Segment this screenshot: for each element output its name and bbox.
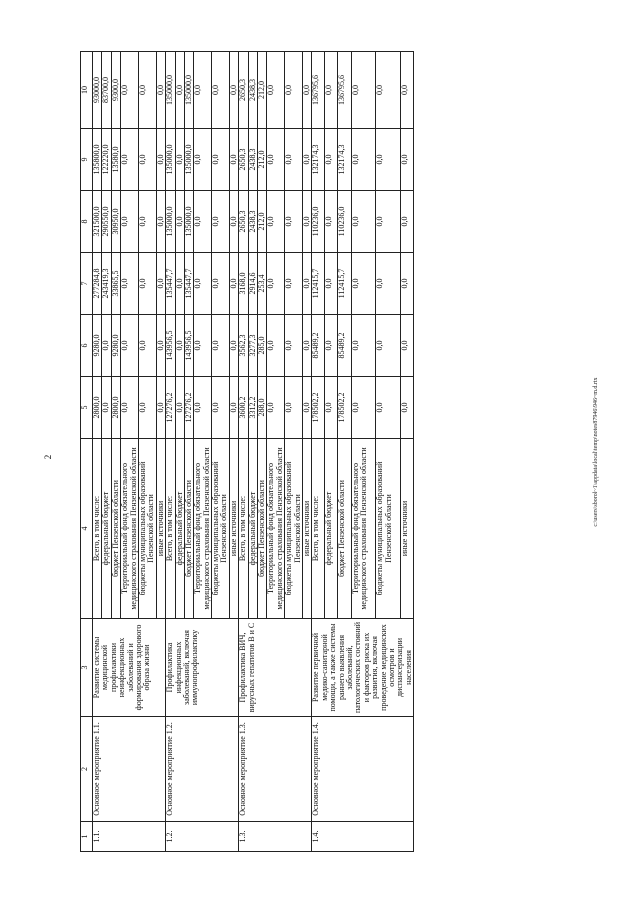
amount-cell: 2438,3 bbox=[248, 129, 257, 191]
amount-cell: 0,0 bbox=[229, 52, 238, 129]
amount-cell: 0,0 bbox=[229, 129, 238, 191]
amount-cell: 0,0 bbox=[194, 191, 212, 253]
amount-cell: 0,0 bbox=[285, 377, 303, 439]
amount-cell: 127276,2 bbox=[166, 377, 175, 439]
amount-cell: 0,0 bbox=[302, 52, 311, 129]
funding-source: иные источники bbox=[228, 500, 238, 557]
table-row bbox=[312, 52, 325, 852]
amount-cell: 0,0 bbox=[175, 377, 184, 439]
event-name: Профилактика инфекционных заболеваний, включая иммунопрофилактику bbox=[166, 619, 239, 717]
event-name: Профилактика ВИЧ, вирусных гепатитов В и С bbox=[239, 619, 312, 717]
amount-cell: 2650,3 bbox=[239, 191, 248, 253]
amount-cell: 112415,7 bbox=[312, 253, 325, 315]
amount-cell: 0,0 bbox=[194, 129, 212, 191]
funding-source-cell bbox=[400, 439, 413, 619]
amount-cell: 132174,3 bbox=[338, 129, 351, 191]
footer-file-path: c:\users\sborol~1\appdata\local\temp\notes87946\946~m.d.rtx bbox=[593, 377, 599, 527]
amount-cell: 0,0 bbox=[325, 52, 338, 129]
funding-source: бюджеты муниципальных образований Пензенской области bbox=[137, 461, 156, 596]
amount-cell: 0,0 bbox=[302, 315, 311, 377]
funding-source: Территориальный фонд обязательного медицинского страхования Пензенской области bbox=[120, 447, 138, 610]
header-cell: 6 bbox=[81, 315, 93, 377]
amount-cell: 0,0 bbox=[175, 191, 184, 253]
amount-cell: 135447,7 bbox=[184, 253, 193, 315]
group-number: 1.3. bbox=[239, 822, 312, 852]
funding-source-cell bbox=[312, 439, 325, 619]
amount-cell: 135000,0 bbox=[166, 191, 175, 253]
amount-cell: 0,0 bbox=[175, 52, 184, 129]
amount-cell: 0,0 bbox=[194, 377, 212, 439]
amount-cell: 33865,5 bbox=[111, 253, 120, 315]
amount-cell: 0,0 bbox=[121, 191, 139, 253]
amount-cell: 0,0 bbox=[325, 315, 338, 377]
amount-cell: 0,0 bbox=[285, 129, 303, 191]
amount-cell: 0,0 bbox=[229, 377, 238, 439]
amount-cell: 0,0 bbox=[351, 129, 376, 191]
amount-cell: 2650,3 bbox=[239, 129, 248, 191]
amount-cell: 212,0 bbox=[258, 129, 267, 191]
amount-cell: 83700,0 bbox=[102, 52, 111, 129]
amount-cell: 0,0 bbox=[138, 191, 156, 253]
funding-source-cell bbox=[194, 439, 212, 619]
header-cell: 3 bbox=[81, 619, 93, 717]
amount-cell: 0,0 bbox=[212, 129, 230, 191]
amount-cell: 3562,3 bbox=[239, 315, 248, 377]
funding-source-cell bbox=[239, 439, 248, 619]
amount-cell: 0,0 bbox=[302, 129, 311, 191]
amount-cell: 0,0 bbox=[351, 191, 376, 253]
group-number: 1.4. bbox=[312, 822, 414, 852]
funding-source-cell bbox=[267, 439, 285, 619]
funding-source-cell bbox=[338, 439, 351, 619]
amount-cell: 0,0 bbox=[138, 52, 156, 129]
amount-cell: 0,0 bbox=[325, 129, 338, 191]
amount-cell: 110236,0 bbox=[312, 191, 325, 253]
funding-source-cell bbox=[121, 439, 139, 619]
funding-source: иные источники bbox=[301, 500, 311, 557]
amount-cell: 3168,0 bbox=[239, 253, 248, 315]
funding-source: Территориальный фонд обязательного медицинского страхования Пензенской области bbox=[193, 447, 211, 610]
amount-cell: 0,0 bbox=[156, 377, 165, 439]
amount-cell: 0,0 bbox=[267, 315, 285, 377]
amount-cell: 0,0 bbox=[285, 253, 303, 315]
amount-cell: 178502,2 bbox=[338, 377, 351, 439]
amount-cell: 253,4 bbox=[258, 253, 267, 315]
amount-cell: 0,0 bbox=[175, 129, 184, 191]
table-row bbox=[239, 52, 248, 852]
amount-cell: 285,0 bbox=[258, 315, 267, 377]
amount-cell: 0,0 bbox=[376, 129, 401, 191]
header-cell: 9 bbox=[81, 129, 93, 191]
funding-table bbox=[80, 51, 414, 852]
funding-source: Всего, в том числе: bbox=[92, 495, 101, 562]
amount-cell: 0,0 bbox=[376, 191, 401, 253]
amount-cell: 0,0 bbox=[267, 253, 285, 315]
funding-source-cell bbox=[175, 439, 184, 619]
amount-cell: 135800,0 bbox=[93, 129, 102, 191]
amount-cell: 0,0 bbox=[400, 52, 413, 129]
amount-cell: 0,0 bbox=[267, 129, 285, 191]
amount-cell: 0,0 bbox=[267, 52, 285, 129]
header-cell: 10 bbox=[81, 52, 93, 129]
amount-cell: 321500,0 bbox=[93, 191, 102, 253]
header-cell: 4 bbox=[81, 439, 93, 619]
amount-cell: 0,0 bbox=[102, 377, 111, 439]
table-body bbox=[93, 52, 414, 852]
amount-cell: 3312,2 bbox=[248, 377, 257, 439]
amount-cell: 2650,3 bbox=[239, 52, 248, 129]
funding-source: бюджет Пензенской области bbox=[337, 480, 347, 577]
amount-cell: 0,0 bbox=[229, 315, 238, 377]
group-number: 1.1. bbox=[93, 822, 166, 852]
amount-cell: 0,0 bbox=[376, 315, 401, 377]
header-cell: 7 bbox=[81, 253, 93, 315]
amount-cell: 0,0 bbox=[285, 191, 303, 253]
funding-source-cell bbox=[138, 439, 156, 619]
funding-source: бюджеты муниципальных образований Пензенской области bbox=[211, 461, 229, 596]
amount-cell: 9280,0 bbox=[93, 315, 102, 377]
amount-cell: 3277,3 bbox=[248, 315, 257, 377]
funding-source: бюджет Пензенской области bbox=[257, 480, 267, 577]
event-title: Основное мероприятие 1.3. bbox=[239, 717, 312, 822]
event-title: Основное мероприятие 1.4. bbox=[312, 717, 414, 822]
page-number: 2 bbox=[43, 454, 53, 460]
amount-cell: 0,0 bbox=[376, 52, 401, 129]
amount-cell: 0,0 bbox=[351, 315, 376, 377]
amount-cell: 0,0 bbox=[138, 377, 156, 439]
header-cell: 2 bbox=[81, 717, 93, 822]
amount-cell: 288,0 bbox=[258, 377, 267, 439]
event-name: Развитие системы медицинской профилактики неинфекционных заболеваний и формирования здорового образа жизни bbox=[93, 619, 166, 717]
amount-cell: 0,0 bbox=[351, 253, 376, 315]
amount-cell: 110236,0 bbox=[338, 191, 351, 253]
funding-source: Всего, в том числе: bbox=[238, 495, 248, 562]
amount-cell: 0,0 bbox=[400, 191, 413, 253]
amount-cell: 0,0 bbox=[267, 191, 285, 253]
amount-cell: 0,0 bbox=[121, 129, 139, 191]
amount-cell: 9300,0 bbox=[111, 52, 120, 129]
amount-cell: 0,0 bbox=[156, 52, 165, 129]
amount-cell: 2800,0 bbox=[93, 377, 102, 439]
amount-cell: 135000,0 bbox=[166, 129, 175, 191]
amount-cell: 135000,0 bbox=[184, 191, 193, 253]
amount-cell: 30950,0 bbox=[111, 191, 120, 253]
amount-cell: 0,0 bbox=[194, 253, 212, 315]
amount-cell: 290550,0 bbox=[102, 191, 111, 253]
group-number: 1.2. bbox=[166, 822, 239, 852]
amount-cell: 0,0 bbox=[194, 52, 212, 129]
amount-cell: 2438,3 bbox=[248, 191, 257, 253]
amount-cell: 2800,0 bbox=[111, 377, 120, 439]
funding-source-cell bbox=[376, 439, 401, 619]
header-cell: 8 bbox=[81, 191, 93, 253]
funding-source: федеральный бюджет bbox=[247, 491, 257, 566]
amount-cell: 0,0 bbox=[175, 315, 184, 377]
event-title: Основное мероприятие 1.2. bbox=[166, 717, 239, 822]
funding-source: иные источники bbox=[155, 500, 165, 557]
amount-cell: 135447,7 bbox=[166, 253, 175, 315]
amount-cell: 0,0 bbox=[376, 377, 401, 439]
amount-cell: 2438,3 bbox=[248, 52, 257, 129]
funding-source-cell bbox=[212, 439, 230, 619]
amount-cell: 0,0 bbox=[212, 253, 230, 315]
amount-cell: 0,0 bbox=[351, 52, 376, 129]
amount-cell: 0,0 bbox=[325, 253, 338, 315]
amount-cell: 0,0 bbox=[229, 191, 238, 253]
funding-table-container bbox=[80, 52, 560, 852]
funding-source: бюджеты муниципальных образований Пензенской области bbox=[375, 461, 393, 596]
funding-source: федеральный бюджет bbox=[174, 491, 184, 566]
amount-cell: 277284,8 bbox=[93, 253, 102, 315]
amount-cell: 243419,3 bbox=[102, 253, 111, 315]
amount-cell: 0,0 bbox=[156, 191, 165, 253]
event-name: Развитие первичной медико-санитарной помощи, а также системы раннего выявления заболеваний, патологических состояний и факторов риска их развития, включая проведение медицинских осмотров и диспансеризации населения bbox=[312, 619, 414, 717]
amount-cell: 136795,6 bbox=[338, 52, 351, 129]
amount-cell: 0,0 bbox=[121, 52, 139, 129]
amount-cell: 0,0 bbox=[121, 315, 139, 377]
funding-source-cell bbox=[102, 439, 111, 619]
amount-cell: 127276,2 bbox=[184, 377, 193, 439]
amount-cell: 0,0 bbox=[400, 129, 413, 191]
amount-cell: 0,0 bbox=[325, 191, 338, 253]
header-cell: 5 bbox=[81, 377, 93, 439]
amount-cell: 0,0 bbox=[376, 253, 401, 315]
amount-cell: 112415,7 bbox=[338, 253, 351, 315]
amount-cell: 0,0 bbox=[212, 377, 230, 439]
amount-cell: 0,0 bbox=[400, 315, 413, 377]
funding-source-cell bbox=[166, 439, 175, 619]
amount-cell: 0,0 bbox=[138, 129, 156, 191]
funding-source: бюджеты муниципальных образований Пензенской области bbox=[284, 461, 302, 596]
amount-cell: 0,0 bbox=[212, 191, 230, 253]
amount-cell: 0,0 bbox=[102, 315, 111, 377]
funding-source: бюджет Пензенской области bbox=[183, 480, 193, 577]
funding-source: бюджет Пензенской области bbox=[110, 480, 120, 577]
amount-cell: 93000,0 bbox=[93, 52, 102, 129]
funding-source-cell bbox=[325, 439, 338, 619]
amount-cell: 0,0 bbox=[138, 253, 156, 315]
amount-cell: 178502,2 bbox=[312, 377, 325, 439]
amount-cell: 0,0 bbox=[138, 315, 156, 377]
amount-cell: 0,0 bbox=[156, 129, 165, 191]
funding-source: Всего, в том числе: bbox=[165, 495, 175, 562]
amount-cell: 135000,0 bbox=[184, 129, 193, 191]
amount-cell: 0,0 bbox=[156, 315, 165, 377]
amount-cell: 0,0 bbox=[267, 377, 285, 439]
amount-cell: 9280,0 bbox=[111, 315, 120, 377]
event-title: Основное мероприятие 1.1. bbox=[93, 717, 166, 822]
header-cell: 1 bbox=[81, 822, 93, 852]
amount-cell: 85489,2 bbox=[312, 315, 325, 377]
table-row bbox=[166, 52, 175, 852]
amount-cell: 132174,3 bbox=[312, 129, 325, 191]
header-row bbox=[81, 52, 93, 852]
amount-cell: 143956,5 bbox=[166, 315, 175, 377]
amount-cell: 0,0 bbox=[285, 315, 303, 377]
amount-cell: 0,0 bbox=[302, 253, 311, 315]
amount-cell: 212,0 bbox=[258, 191, 267, 253]
amount-cell: 13580,0 bbox=[111, 129, 120, 191]
amount-cell: 0,0 bbox=[194, 315, 212, 377]
amount-cell: 2914,6 bbox=[248, 253, 257, 315]
funding-source: федеральный бюджет bbox=[101, 491, 111, 566]
amount-cell: 0,0 bbox=[121, 253, 139, 315]
funding-source-cell bbox=[351, 439, 376, 619]
funding-source: федеральный бюджет bbox=[324, 491, 334, 566]
amount-cell: 0,0 bbox=[285, 52, 303, 129]
amount-cell: 85489,2 bbox=[338, 315, 351, 377]
funding-source: Всего, в том числе: bbox=[311, 495, 321, 562]
amount-cell: 136795,6 bbox=[312, 52, 325, 129]
amount-cell: 135000,0 bbox=[184, 52, 193, 129]
amount-cell: 122220,0 bbox=[102, 129, 111, 191]
amount-cell: 0,0 bbox=[400, 253, 413, 315]
amount-cell: 0,0 bbox=[400, 377, 413, 439]
amount-cell: 3600,2 bbox=[239, 377, 248, 439]
amount-cell: 135000,0 bbox=[166, 52, 175, 129]
funding-source: иные источники bbox=[399, 500, 409, 557]
funding-source-cell bbox=[285, 439, 303, 619]
amount-cell: 212,0 bbox=[258, 52, 267, 129]
funding-source: Территориальный фонд обязательного медицинского страхования Пензенской области bbox=[350, 447, 368, 610]
amount-cell: 0,0 bbox=[121, 377, 139, 439]
funding-source: Территориальный фонд обязательного медицинского страхования Пензенской области bbox=[266, 447, 284, 610]
amount-cell: 0,0 bbox=[302, 377, 311, 439]
amount-cell: 0,0 bbox=[325, 377, 338, 439]
amount-cell: 0,0 bbox=[175, 253, 184, 315]
amount-cell: 143956,5 bbox=[184, 315, 193, 377]
amount-cell: 0,0 bbox=[229, 253, 238, 315]
amount-cell: 0,0 bbox=[212, 315, 230, 377]
amount-cell: 0,0 bbox=[302, 191, 311, 253]
amount-cell: 0,0 bbox=[212, 52, 230, 129]
amount-cell: 0,0 bbox=[156, 253, 165, 315]
amount-cell: 0,0 bbox=[351, 377, 376, 439]
